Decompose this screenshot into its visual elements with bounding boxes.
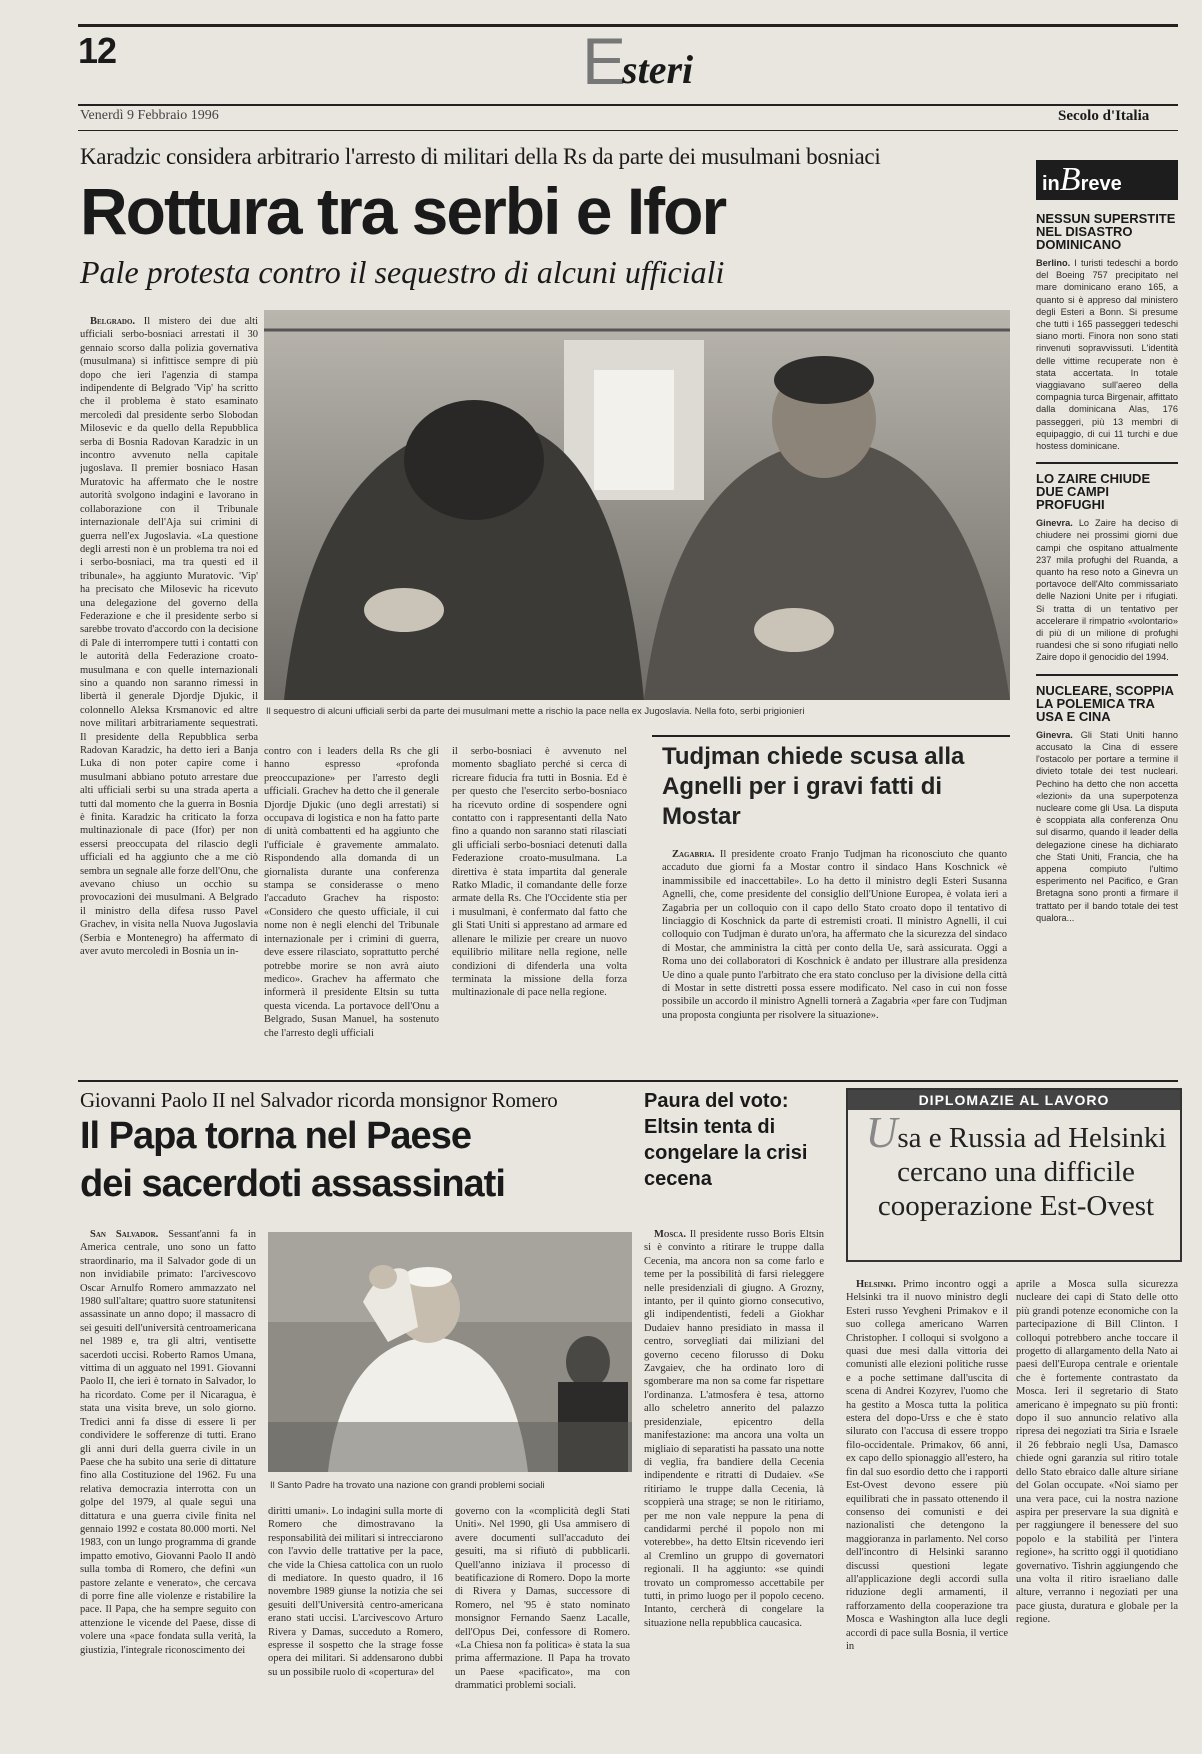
lead-dateline: Belgrado. bbox=[90, 316, 136, 327]
eltsin-body bbox=[644, 1228, 824, 1728]
lead-column-2 bbox=[264, 745, 439, 1065]
brief-text: Lo Zaire ha deciso di chiudere nei prossimi giorni due campi che ospitano attualmente 237 mila profughi del Ruanda, a quanto ha reso noto a Ginevra un portavoce dell'Alto commissariato delle Nazioni Unite per i rifugiati. Si tratta di un tentativo per accelerare il rimpatrio «volontario» di più di un milione di profughi ruandesi che si sono rifugiati nello Zaire dopo il genocidio del 1994. bbox=[1036, 518, 1178, 663]
helsinki-column-2 bbox=[1016, 1278, 1178, 1723]
papa-headline-line-1: Il Papa torna nel Paese bbox=[80, 1115, 471, 1157]
papa-column-2 bbox=[268, 1505, 443, 1725]
brief-dateline: Ginevra. bbox=[1036, 518, 1073, 529]
lead-headline: Rottura tra serbi e Ifor bbox=[80, 174, 726, 248]
lead-col3-text: il serbo-bosniaci è avvenuto nel momento sbagliato perché si cerca di ricreare fiducia fra tutti in Bosnia. Ed è per questo che l'esercito serbo-bosniaco ha ricevuto ordine di sospendere ogni contatto con i rappresentanti della Nato fino a quando non saranno stati rilasciati gli ufficiali serbo-bosniaci detenuti dalla Federazione croato-musulmana. La direttiva è stata impartita dal generale Ratko Mladic, il comandante delle forze armate della Rs. Che l'Occidente stia per i musulmani, è confermato dal fatto che gli Stati Uniti si apprestano ad armare ed allenare le milizie per creare un nuovo equilibrio militare nella regione, nelle condizioni di difenderla una volta terminata la missione della forza multinazionale di pace nella regione. bbox=[452, 746, 627, 999]
issue-date: Venerdì 9 Febbraio 1996 bbox=[80, 108, 219, 123]
tudjman-rule bbox=[652, 735, 1010, 737]
brief-item bbox=[1036, 212, 1178, 452]
papa-column-3 bbox=[455, 1505, 630, 1725]
helsinki-headline-line-2: cercano una difficile bbox=[897, 1156, 1135, 1188]
helsinki-headline bbox=[848, 1110, 1180, 1223]
papa-dateline: San Salvador. bbox=[90, 1229, 159, 1240]
lead-photo bbox=[264, 310, 1010, 700]
papa-photo bbox=[268, 1232, 632, 1472]
mid-rule bbox=[78, 1080, 1178, 1082]
eltsin-text: Il presidente russo Boris Eltsin si è convinto a ritirare le truppe dalla Cecenia, ma ancora non sa come farlo e teme per la possibilità di farsi rieleggere nelle presidenziali di giugno. A Grozny, intanto, per il quinto giorno consecutivo, gli indipendentisti, fedeli a Giokhar Dudaiev hanno presidiato in massa il centro, sorvegliati dai miliziani del governo ceceno filorusso di Doku Zavgaiev, che ha ordinato loro di sgomberare ma non sa come far rispettare l'ordinanza. L'atmosfera è tesa, attorno allo scheletro annerito del palazzo presidenziale, epicentro della manifestazione: ma ancora una volta un migliaio di separatisti ha passato una notte di veglia, fra bandiere della Cecenia indipendente e ritratti di Dudaiev. «Se ritiriamo le truppe dalla Cecenia, là scoppierà una strage; se non le ritiriamo, per me non vale neppure la pena di candidarmi perché il popolo non mi voterebbe», ha detto Eltsin ricevendo ieri al Cremlino un gruppo di governatori regionali. Il ha aggiunto: «se quindi trovato un compromesso accettabile per tutti, in primo luogo per il popolo ceceno. Intanto, cercherà di congelare la situazione nella repubblica caucasica. bbox=[644, 1229, 824, 1629]
serb-prisoners-photo bbox=[264, 310, 1010, 700]
helsinki-col1-text: Primo incontro oggi a Helsinki tra il nuovo ministro degli Esteri russo Yevgheni Primakov e il suo collega americano Warren Christopher. I colloqui si svolgono a quasi due mesi dalla vittoria dei comunisti alle elezioni politiche russe e a poche settimane dall'uscita di scena di Andrei Kozyrev, l'uomo che ha gestito a Mosca tutta la politica estera del dopo-Urss e che è stato silurato con l'accusa di essere troppo filo-occidentale. Primakov, 66 anni, ex capo dello spionaggio all'estero, ha fin dal suo esordio detto che i rapporti Est-Ovest devono essere più equilibrati che in passato ottenendo il consenso dei comunisti e dei nazionalisti che detengono la maggioranza in parlamento. Nel corso dell'incontro di Helsinki saranno discussi questioni legate all'applicazione degli accordi sulla riduzione degli armamenti, il rafforzamento della cooperazione tra Mosca e Washington alla luce degli accordi di pace sulla Bosnia, il vertice in bbox=[846, 1279, 1008, 1652]
lead-subhead: Pale protesta contro il sequestro di alcuni ufficiali bbox=[80, 254, 725, 290]
section-title bbox=[582, 24, 694, 98]
helsinki-headline-line-1: sa e Russia ad Helsinki bbox=[897, 1122, 1167, 1154]
brief-text: I turisti tedeschi a bordo del Boeing 757 precipitato nel mare dominicano erano 165, a quanto si è appreso dal ministero degli Esteri a Bonn. Si presume che tutti i 165 passeggeri tedeschi siano morti. Finora non sono stati rinvenuti sopravvissuti. L'identità delle vittime recuperate non è stata accertata. In totale viaggiavano sull'aereo della compagnia turca Birgenair, affittato dalla dominicana Alas, 176 passeggeri, più 13 membri di equipaggio, di cui 11 turchi e due hostess dominicane. bbox=[1036, 258, 1178, 452]
page-number: 12 bbox=[78, 30, 117, 71]
helsinki-headline-line-3: cooperazione Est-Ovest bbox=[877, 1190, 1155, 1222]
brief-title-in: in bbox=[1042, 173, 1060, 195]
papa-column-1 bbox=[80, 1228, 256, 1728]
helsinki-col2-text: aprile a Mosca sulla sicurezza nucleare dei capi di Stato delle otto più grandi potenze economiche con la partecipazione di Bill Clinton. I colloqui potrebbero anche toccare il progetto di allargamento della Nato ai paesi dell'Europa centrale e orientale che è fortemente contrastato da Mosca. Ieri il segretario di Stato americano è impegnato su più fronti: dopo il suo annuncio relativo alla ripresa dei negoziati tra Siria e Israele il 26 febbraio negli Usa, Damasco chiede ogni garanzia sul ritiro totale dello Stato ebraico dalle alture siriane del Golan occupate. «Noi siamo per una vera pace, cui la nostra nazione aspira per preservare la sua dignità e per raggiungere il benessere del suo popolo e la stabilità per l'intera regione», ha scritto oggi il quotidiano governativo. Tishrin aggiungendo che una volta il ritiro israeliano dalle alture, verranno i negoziati per una pace giusta, duratura e globale per la regione. bbox=[1016, 1279, 1178, 1626]
helsinki-dateline: Helsinki. bbox=[856, 1279, 896, 1290]
brief-headline: NUCLEARE, SCOPPIA LA POLEMICA TRA USA E CINA bbox=[1036, 682, 1174, 724]
helsinki-banner: DIPLOMAZIE AL LAVORO bbox=[848, 1090, 1180, 1110]
papa-headline bbox=[80, 1112, 640, 1208]
brief-dateline: Berlino. bbox=[1036, 258, 1071, 268]
tudjman-body bbox=[662, 848, 1007, 1060]
header-rule bbox=[78, 104, 1178, 106]
papa-kicker: Giovanni Paolo II nel Salvador ricorda monsignor Romero bbox=[80, 1088, 558, 1112]
brief-text: Gli Stati Uniti hanno accusato la Cina di essere l'ostacolo per portare a termine il divieto totale dei test nucleari. Pechino ha detto che non accetta «lezioni» da una superpotenza nucleare come gli Usa. La disputa è scoppiata alla conferenza Onu sul disarmo, quando il leader della delegazione cinese ha dichiarato che Stati Uniti, Francia, che ha appena compiuto l'ultimo esperimento nel Pacifico, e Gran Bretagna sono pronti a firmare il trattato per il bando totale dei test qualora... bbox=[1036, 729, 1178, 923]
brief-item bbox=[1036, 684, 1178, 924]
lead-column-3 bbox=[452, 745, 627, 1065]
tudjman-text: Il presidente croato Franjo Tudjman ha riconosciuto che quanto accaduto due giorni fa a Mostar contro il sindaco Hans Koschnick «è inammissibile ed inaccettabile». Lo ha detto il ministro degli Esteri Susanna Agnelli, che, come presidente del consiglio dell'Unione Europea, è volata ieri a Zagabria per un colloquio con il capo dello Stato croato dopo il tentativo di linciaggio di Koschnick da parte di estremisti croati. Il ministro Agnelli, il cui colloquio con Tudjman è durato un'ora, ha affermato che la sicurezza del sindaco di Mostar, che amministra la città per conto della Ue, sarà assicurata. Oggi a Roma uno dei collaboratori di Koschnick è andato per illustrare alla presidenza Ue dino a quale punto l'arbitrato che era stato concluso per la divisione della città di Mostar in sette distretti possa essere modificato. Nel caso in cui non fosse possibile un accordo il ministro Agnelli tornerà a Zagabria «per fare con Tudjman una proposta congiunta per risolvere la situazione». bbox=[662, 849, 1007, 1021]
lead-kicker: Karadzic considera arbitrario l'arresto di militari della Rs da parte dei musulmani bosniaci bbox=[80, 144, 881, 169]
tudjman-headline: Tudjman chiede scusa alla Agnelli per i gravi fatti di Mostar bbox=[662, 743, 965, 830]
header-rule-2 bbox=[78, 130, 1178, 131]
helsinki-column-1 bbox=[846, 1278, 1008, 1723]
brief-title-b: B bbox=[1059, 161, 1081, 198]
top-rule bbox=[78, 24, 1178, 27]
lead-col1-text: Il mistero dei due alti ufficiali serbo-bosniaci arrestati il 30 gennaio scorso dalla polizia governativa (musulmana) si infittisce sempre di più dopo che ieri l'agenzia di stampa indipendente di Belgrado 'Vip' ha scritto che il problema è stato esaminato mercoledì dal presidente serbo Slobodan Milosevic e da quello della Repubblica serba di Bosnia Radovan Karadzic in un incontro avvenuto nella capitale jugoslava. Il premier bosniaco Hasan Muratovic ha affermato che le nostre autorità svolgono indagini e lavorano in collaborazione con il Tribunale internazionale dell'Aja sui crimini di guerra nell'ex Jugoslavia. «La questione degli arresti non è un problema tra noi ed i serbo-bosniaci, ma tra questi ed il tribunale», ha aggiunto Muratovic. 'Vip' ha precisato che Milosevic ha ricevuto una delegazione del governo della Federazione e che il presidente serbo si sarebbe trovato d'accordo con la decisione di Pale di interrompere tutti i contatti con le autorità della Federazione croato-musulmana e con quelle internazionali sino a quando non saranno rimessi in libertà il generale Djordje Djukic, il colonnello Aleksa Krsmanovic ed altre nove militari arbitrariamente sequestrati. Il presidente della Repubblica serba Radovan Karadzic, ha detto ieri a Banja Luka di non poter capire come i musulmani abbiano potuto arrestare due alti ufficiali serbi su una strada aperta a tutti dal momento che la guerra in Bosnia è finita. Karadzic ha criticato la forza multinazionale di pace (Ifor) per non essersi preoccupata del rilascio degli ufficiali ed ha aggiunto che a me ciò sembra un segnale alle forze dell'Onu, che avevano chiuso un occhio su provocazioni dei musulmani. A Belgrado il ministro della difesa russo Pavel Grachev, in visita nella Nuova Jugoslavia (Serbia e Montenegro) ha affermato di aver avuto mercoledì in Bosnia un in- bbox=[80, 316, 258, 958]
eltsin-headline: Paura del voto: Eltsin tenta di congelare la crisi cecena bbox=[644, 1090, 808, 1190]
brief-headline: LO ZAIRE CHIUDE DUE CAMPI PROFUGHI bbox=[1036, 471, 1151, 513]
papa-col1-text: Sessant'anni fa in America centrale, uno sono un fatto straordinario, ma il Salvador gode di un non invidiabile primato: l'arcivescovo Oscar Arnulfo Romero ammazzato nel 1980 sull'altare; quattro suore statunitensi assassinate un anno dopo; il massacro di sei gesuiti dell'università centroamericana nel 1989 e, tra gli altri, ventisette sacerdoti uccisi. Roberto Ramos Umana, vittima di un agguato nel 1991. Giovanni Paolo II, che ieri è tornato in Salvador, lo ha ricordato. Come per il Nicaragua, è stata una visita breve, un solo giorno. Tredici anni fa disse di essere lì per condividere le sofferenze di tutti. Erano gli anni duri della guerra civile in un Paese che ha subito una serie di dittature fino alla Costituzione del 1962. Fu una relativa democrazia interrotta con un golpe del 1979, al quale seguì una dittatura e una guerra civile finita nel gennaio 1992 e costata 80.000 morti. Nel 1983, con un lungo programma di grande impatto emotivo, Giovanni Paolo II andò sulla tomba di Romero, che definì «un pastore zelante e venerato», che cercava di porre fine alle violenze e ristabilire la pace. Il Papa, che ha sempre seguito con attenzione le vicende del Paese, disse di volere una «pace fondata sulla verità, la giustizia, l'integrale riconoscimento dei bbox=[80, 1229, 256, 1656]
lead-column-1 bbox=[80, 315, 258, 1065]
section-title-rest: steri bbox=[622, 47, 694, 92]
papa-photo-caption: Il Santo Padre ha trovato una nazione con grandi problemi sociali bbox=[270, 1480, 545, 1491]
papa-col3-text: governo con la «complicità degli Stati Uniti». Nel 1990, gli Usa ammisero di avere documenti sull'accaduto dei gesuiti, ma si rifiutò di pubblicarli. Quell'anno iniziava il processo di beatificazione di Romero. Dopo la morte di Rivera y Damas, successore di Romero, nel '95 è stato nominato monsignor Fernando Saenz Lacalle, dell'Opus Dei, confessore di Romero. «La Chiesa non fa politica» è stata la sua prima affermazione. Il Papa ha trovato un Paese «pacificato», ma con drammatici problemi sociali. bbox=[455, 1506, 630, 1692]
masthead-logo: Secolo d'Italia bbox=[1058, 108, 1150, 124]
lead-photo-caption: Il sequestro di alcuni ufficiali serbi da parte dei musulmani mette a rischio la pace nella ex Jugoslavia. Nella foto, serbi prigionieri bbox=[266, 706, 805, 717]
brief-headline: NESSUN SUPERSTITE NEL DISASTRO DOMINICANO bbox=[1036, 211, 1176, 252]
brief-title-bar bbox=[1036, 160, 1178, 200]
brief-sidebar bbox=[1036, 160, 1178, 1060]
section-title-initial: E bbox=[582, 24, 627, 98]
helsinki-headline-initial: U bbox=[865, 1108, 898, 1157]
lead-col2-text: contro con i leaders della Rs che gli hanno espresso «profonda preoccupazione» per l'arresto degli ufficiali. Grachev ha detto che il generale Djordje Djukic (uno degli arrestati) si occupava di logistica e non ha fatto parte di unità combattenti ed ha aggiunto che l'ufficiale è gravemente ammalato. Rispondendo alla domanda di un giornalista durante una conferenza stampa se considerasse o meno l'accaduto Grachev ha risposto: «Considero che questo ufficiale, il cui nome non è negli elenchi del Tribunale internazionale per i crimini di guerra, deve essere rilasciato, soprattutto perché potrebbe morire se non avrà aiuto medico». Grachev ha affermato che informerà il presidente Eltsin su tutta questa vicenda. La portavoce dell'Onu a Belgrado, Susan Manuel, ha sostenuto che l'arresto degli ufficiali bbox=[264, 746, 439, 1039]
helsinki-box bbox=[846, 1088, 1182, 1262]
papa-headline-line-2: dei sacerdoti assassinati bbox=[80, 1163, 505, 1205]
brief-item bbox=[1036, 472, 1178, 663]
brief-dateline: Ginevra. bbox=[1036, 729, 1073, 740]
tudjman-dateline: Zagabria. bbox=[672, 849, 715, 860]
papa-col2-text: diritti umani». Lo indagini sulla morte di Romero che dimostravano la responsabilità dei militari si intrecciarono con l'avvio delle trattative per la pace, che vide la Chiesa cattolica con un ruolo di mediatore. In questo quadro, il 16 novembre 1989 giunse la notizia che sei gesuiti dell'Università centro-americana erano stati uccisi. L'arcivescovo Arturo Rivera y Damas, succeduto a Romero, espresse il sospetto che la strage fosse opera dei militari. Si addensarono dubbi su un possibile ruolo di «copertura» del bbox=[268, 1506, 443, 1678]
brief-title-rest: reve bbox=[1080, 173, 1122, 195]
pope-photo bbox=[268, 1232, 632, 1472]
eltsin-dateline: Mosca. bbox=[654, 1229, 686, 1240]
